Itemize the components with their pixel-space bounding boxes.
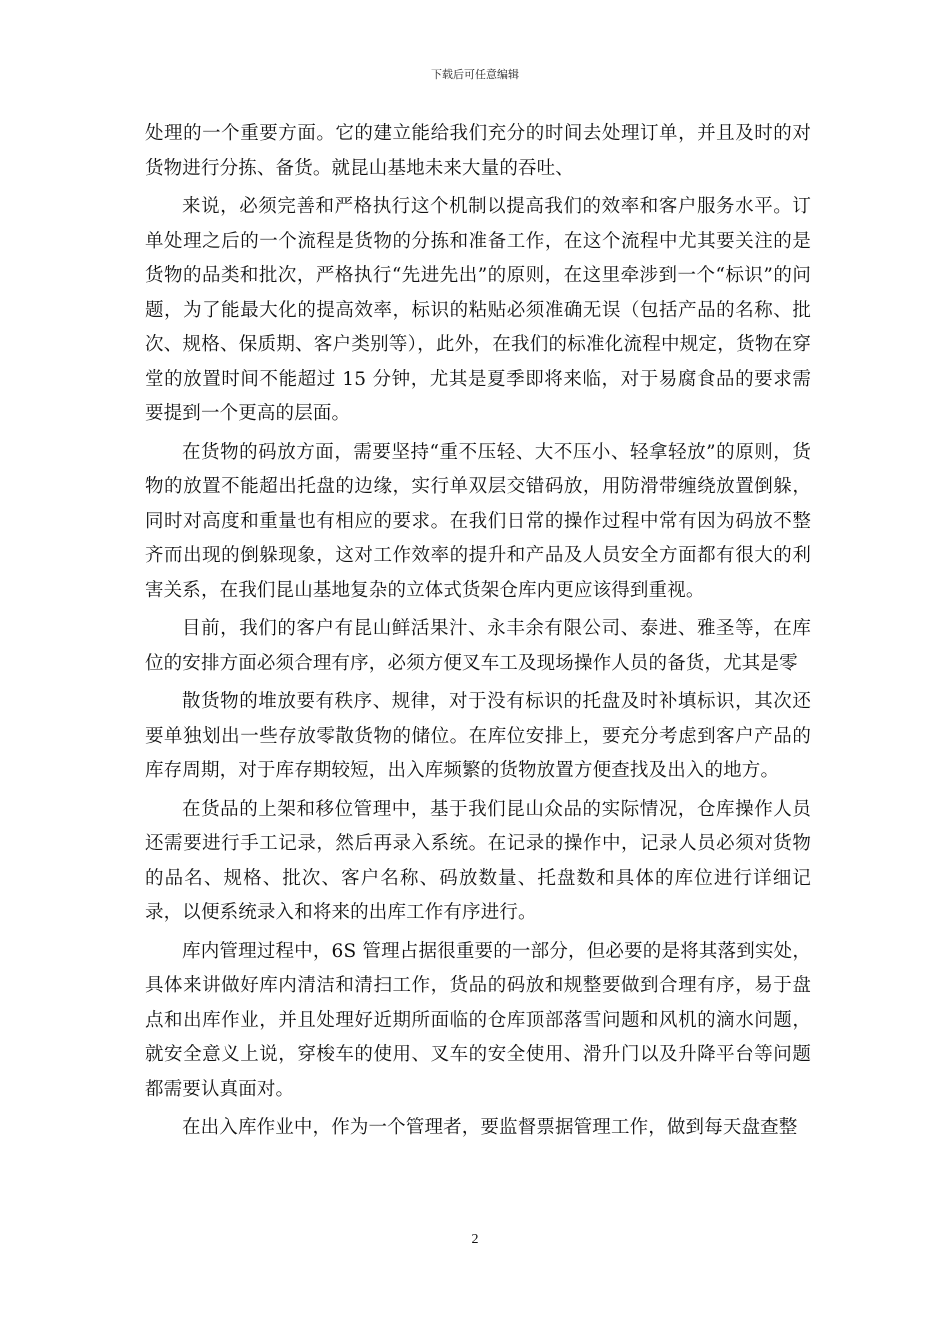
paragraph: 散货物的堆放要有秩序、规律，对于没有标识的托盘及时补填标识，其次还要单独划出一些存放零散货物的储位。在库位安排上，要充分考虑到客户产品的库存周期，对于库存期较短，出入库频繁的货物放置方便查找及出入的地方。: [145, 691, 811, 781]
page-header: 下载后可任意编辑: [431, 68, 519, 81]
paragraph: 处理的一个重要方面。它的建立能给我们充分的时间去处理订单，并且及时的对货物进行分拣、备货。就昆山基地未来大量的吞吐、: [145, 123, 811, 179]
paragraph: 在货品的上架和移位管理中，基于我们昆山众品的实际情况，仓库操作人员还需要进行手工记录，然后再录入系统。在记录的操作中，记录人员必须对货物的品名、规格、批次、客户名称、码放数量、托盘数和具体的库位进行详细记录，以便系统录入和将来的出库工作有序进行。: [145, 798, 811, 923]
paragraph: 来说，必须完善和严格执行这个机制以提高我们的效率和客户服务水平。订单处理之后的一个流程是货物的分拣和准备工作，在这个流程中尤其要关注的是货物的品类和批次，严格执行“先进先出”的原则，在这里牵涉到一个“标识”的问题，为了能最大化的提高效率，标识的粘贴必须准确无误（包括产品的名称、批次、规格、保质期、客户类别等），此外，在我们的标准化流程中规定，货物在穿堂的放置时间不能超过 15 分钟，尤其是夏季即将来临，对于易腐食品的要求需要提到一个更高的层面。: [145, 196, 811, 424]
paragraph: 在出入库作业中，作为一个管理者，要监督票据管理工作，做到每天盘查整: [182, 1117, 798, 1138]
page-number: 2: [471, 1232, 479, 1247]
document-body: [145, 117, 811, 1146]
paragraph: 库内管理过程中，6S 管理占据很重要的一部分，但必要的是将其落到实处，具体来讲做好库内清洁和清扫工作，货品的码放和规整要做到合理有序，易于盘点和出库作业，并且处理好近期所面临的仓库顶部落雪问题和风机的滴水问题，就安全意义上说，穿梭车的使用、叉车的安全使用、滑升门以及升降平台等问题都需要认真面对。: [145, 940, 811, 1100]
paragraph: 在货物的码放方面，需要坚持“重不压轻、大不压小、轻拿轻放”的原则，货物的放置不能超出托盘的边缘，实行单双层交错码放，用防滑带缠绕放置倒躲，同时对高度和重量也有相应的要求。在我们日常的操作过程中常有因为码放不整齐而出现的倒躲现象，这对工作效率的提升和产品及人员安全方面都有很大的利害关系，在我们昆山基地复杂的立体式货架仓库内更应该得到重视。: [145, 441, 811, 601]
paragraph: 目前，我们的客户有昆山鲜活果汁、永丰余有限公司、泰进、雅圣等，在库位的安排方面必须合理有序，必须方便叉车工及现场操作人员的备货，尤其是零: [145, 618, 811, 674]
